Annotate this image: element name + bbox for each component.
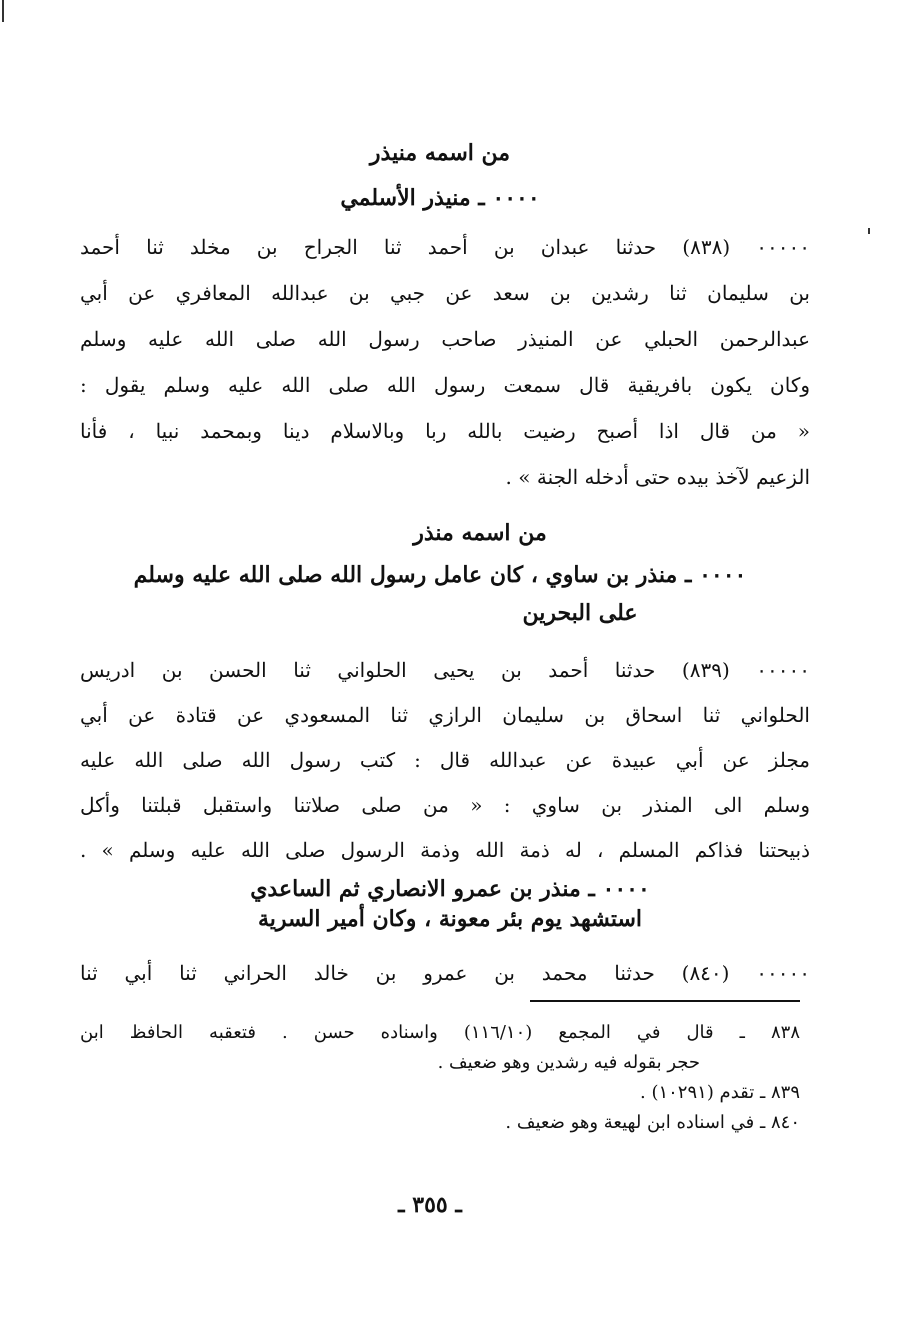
entry-title-mundhir-ibn-sawi: ٠٠٠٠ ـ منذر بن ساوي ، كان عامل رسول الله صلى الله عليه وسلم: [133, 562, 747, 588]
hadith-839-line: ذبيحتنا فذاكم المسلم ، له ذمة الله وذمة الرسول صلى الله عليه وسلم » .: [80, 838, 810, 862]
page-number: ـ ٣٥٥ ـ: [398, 1192, 462, 1218]
footnote-839: ٨٣٩ ـ تقدم (١٠٢٩١) .: [640, 1082, 800, 1103]
section-heading-munaydhir: من اسمه منيذر: [369, 140, 511, 166]
hadith-838-line: « من قال اذا أصبح رضيت بالله ربا وبالاسلام دينا وبمحمد نبيا ، فأنا: [80, 419, 810, 443]
entry-title-mundhir-ibn-amr: ٠٠٠٠ ـ منذر بن عمرو الانصاري ثم الساعدي: [250, 876, 650, 902]
entry-title-mundhir-ibn-amr-cont: استشهد يوم بئر معونة ، وكان أمير السرية: [257, 906, 643, 932]
footnotes: [80, 1018, 800, 1138]
hadith-839-line: ٠٠٠٠٠ (٨٣٩) حدثنا أحمد بن يحيى الحلواني ثنا الحسن بن ادريس: [80, 658, 810, 682]
footnote-840: ٨٤٠ ـ في اسناده ابن لهيعة وهو ضعيف .: [505, 1112, 800, 1133]
hadith-840-line: ٠٠٠٠٠ (٨٤٠) حدثنا محمد بن عمرو بن خالد الحراني ثنا أبي ثنا: [80, 961, 810, 985]
scan-mark: [2, 0, 4, 22]
hadith-839-paragraph: [80, 648, 810, 873]
section-heading-mundhir: من اسمه منذر: [413, 520, 547, 546]
hadith-839-line: وسلم الى المنذر بن ساوي : « من صلى صلاتنا واستقبل قبلتنا وأكل: [80, 793, 810, 817]
entry-title-mundhir-ibn-sawi-cont: على البحرين: [522, 600, 638, 626]
hadith-840-paragraph: [80, 950, 810, 996]
footnote-838-cont: حجر بقوله فيه رشدين وهو ضعيف .: [437, 1052, 700, 1073]
hadith-838-line: وكان يكون بافريقية قال سمعت رسول الله صلى الله عليه وسلم يقول :: [80, 373, 810, 397]
footnote-divider: [530, 1000, 800, 1002]
entry-title-munaydhir-al-aslami: ٠٠٠٠ ـ منيذر الأسلمي: [340, 185, 540, 211]
hadith-839-line: مجلز عن أبي عبيدة عن عبدالله قال : كتب رسول الله صلى الله عليه: [80, 748, 810, 772]
hadith-838-line: بن سليمان ثنا رشدين بن سعد عن جبي بن عبدالله المعافري عن أبي: [80, 281, 810, 305]
hadith-838-line: الزعيم لآخذ بيده حتى أدخله الجنة » .: [505, 465, 810, 489]
hadith-838-paragraph: [80, 224, 810, 500]
hadith-838-line: ٠٠٠٠٠ (٨٣٨) حدثنا عبدان بن أحمد ثنا الجراح بن مخلد ثنا أحمد: [80, 235, 810, 259]
hadith-839-line: الحلواني ثنا اسحاق بن سليمان الرازي ثنا المسعودي عن قتادة عن أبي: [80, 703, 810, 727]
hadith-838-line: عبدالرحمن الحبلي عن المنيذر صاحب رسول الله صلى الله عليه وسلم: [80, 327, 810, 351]
scan-speck: [868, 228, 870, 234]
footnote-838: ٨٣٨ ـ قال في المجمع (١١٦/١٠) واسناده حسن . فتعقبه الحافظ ابن: [80, 1022, 800, 1043]
